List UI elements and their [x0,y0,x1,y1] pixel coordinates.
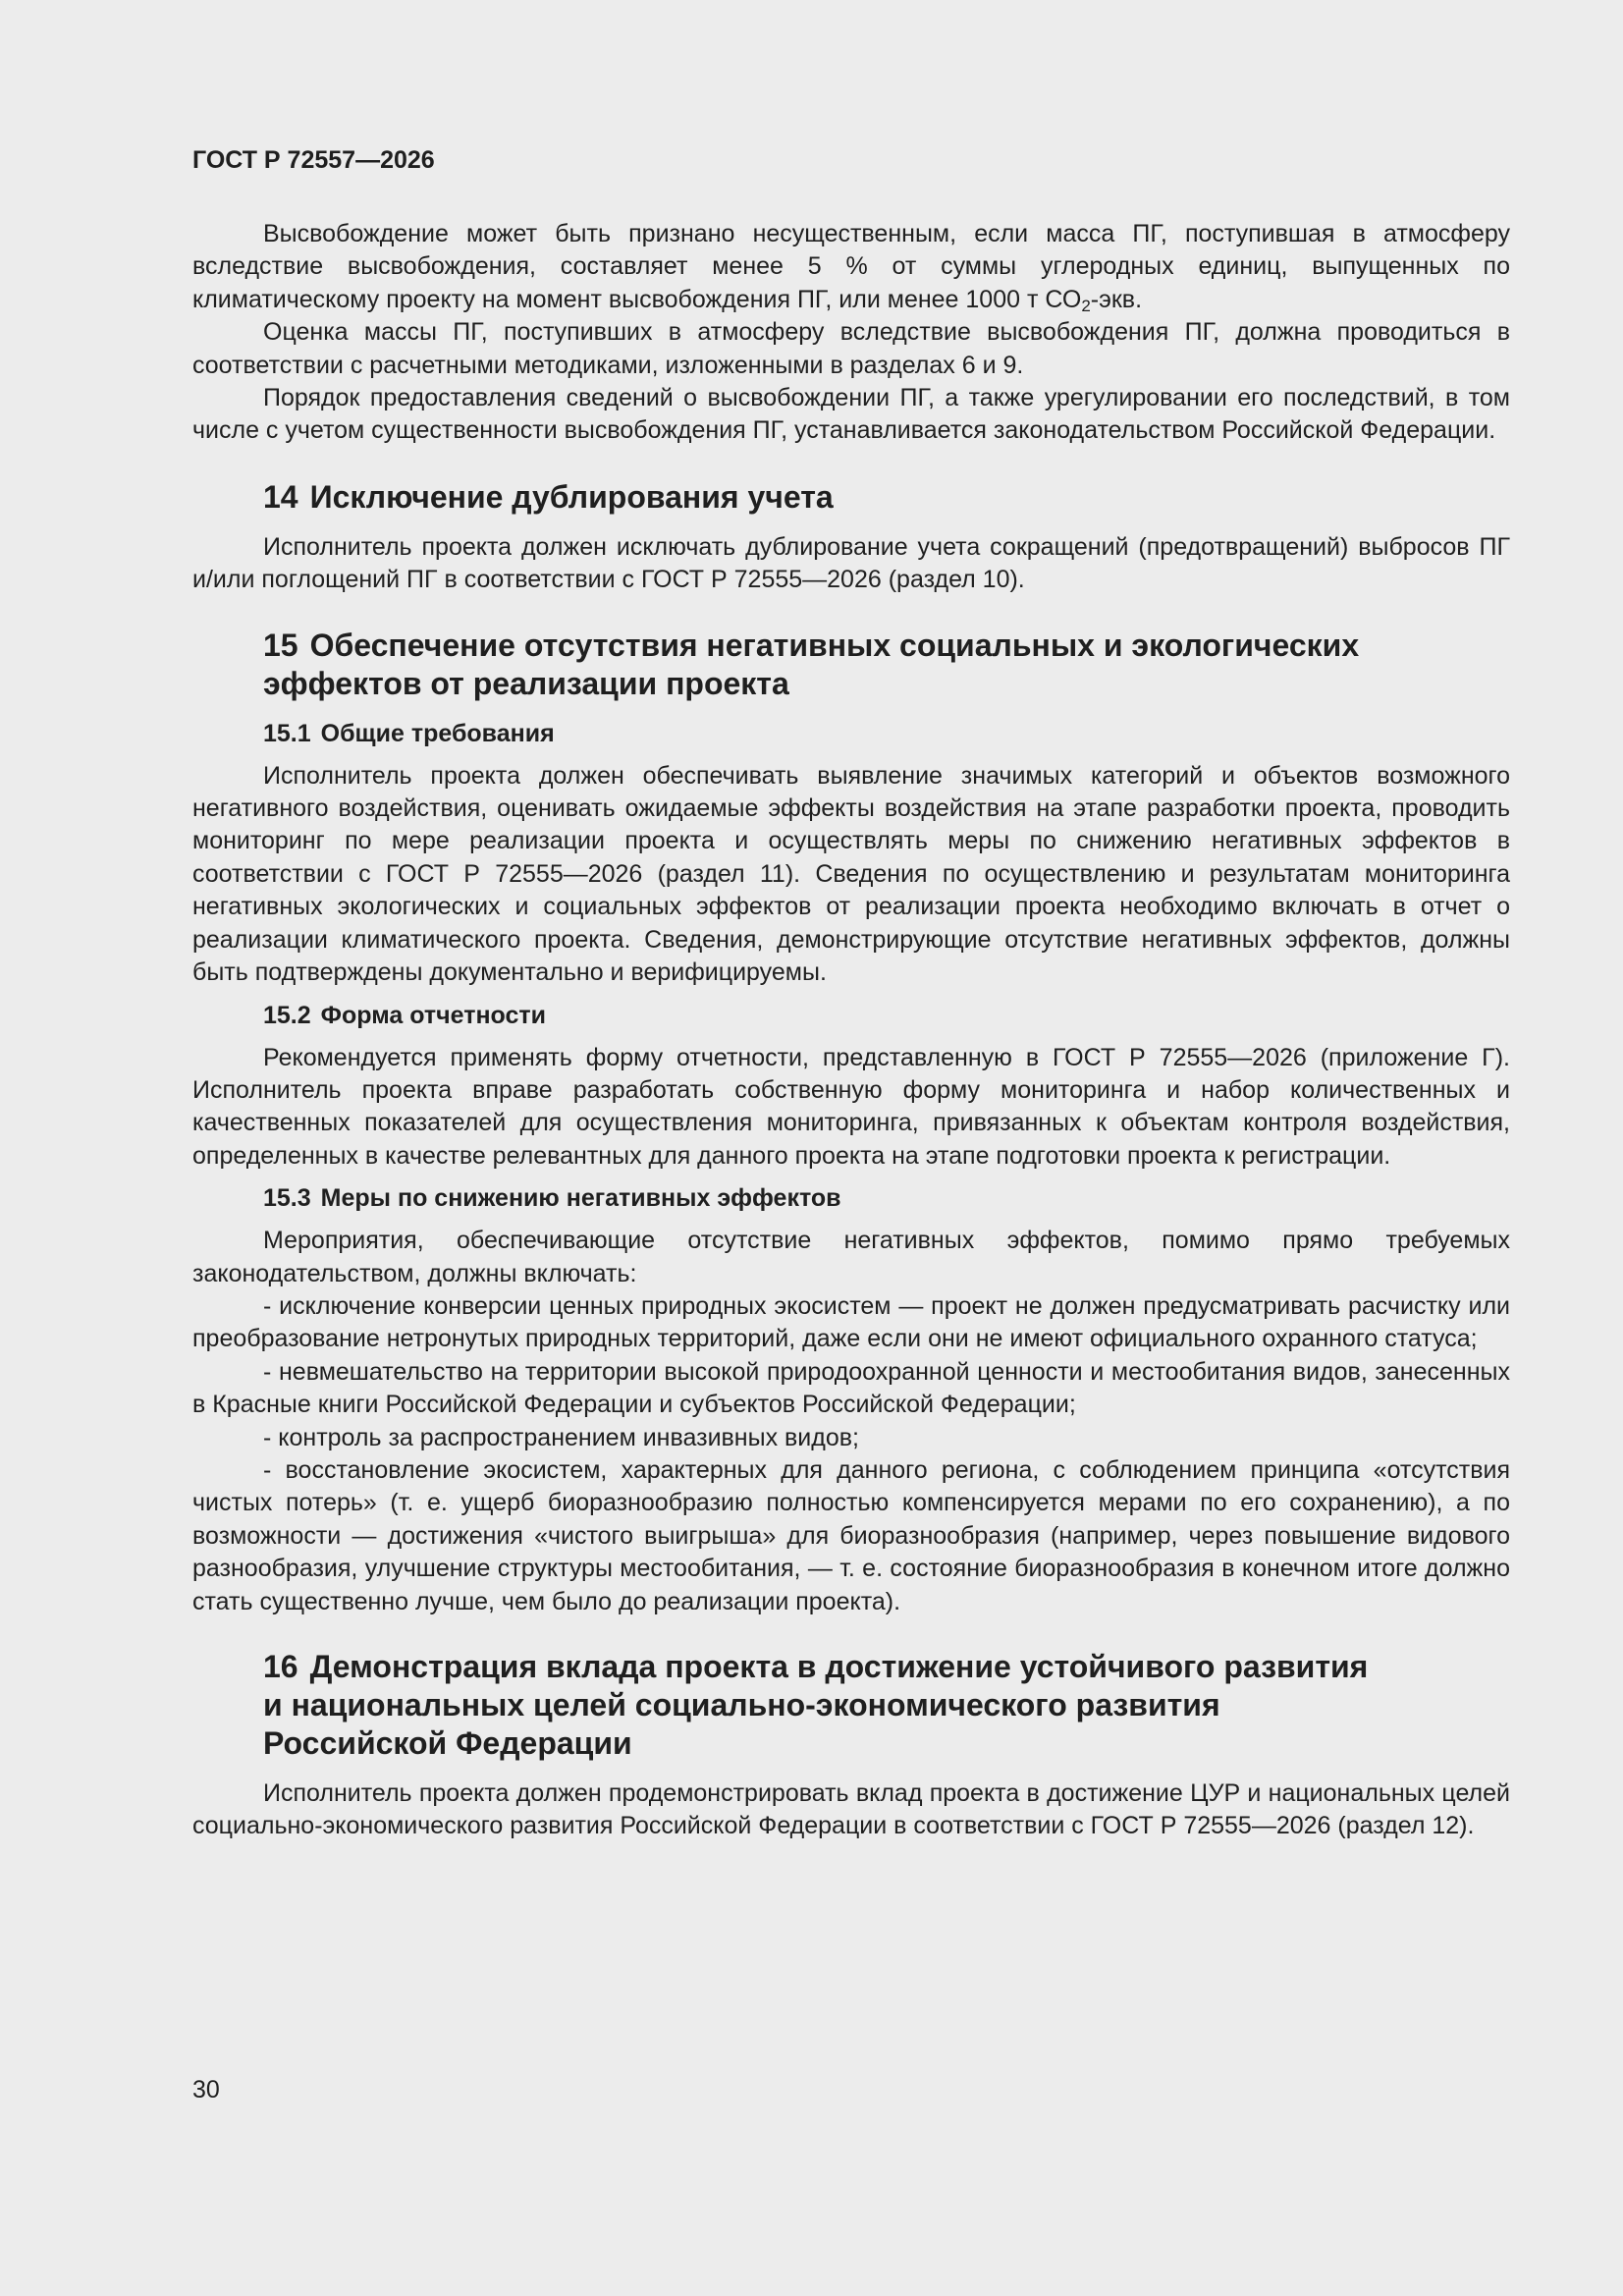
section-title: Российской Федерации [263,1725,632,1761]
document-header: ГОСТ Р 72557—2026 [192,146,435,174]
paragraph-text: -экв. [1090,285,1143,313]
paragraph: Оценка массы ПГ, поступивших в атмосферу вследствие высвобождения ПГ, должна проводиться в соответствии с расчетными методиками, изложенными в разделах 6 и 9. [192,318,1510,379]
section-title: и национальных целей социально-экономического развития [263,1687,1220,1722]
subsection-number: 15.1 [263,719,311,747]
list-item: - контроль за распространением инвазивных видов; [263,1423,859,1451]
subsection-heading [192,1182,1510,1215]
list-item: - восстановление экосистем, характерных для данного региона, с соблюдением принципа «отсутствия чистых потерь» (т. е. ущерб биоразнообразию полностью компенсируется мерами по его сохранению), а по возможности — достижения «чистого выигрыша» для биоразнообразия (например, через повышение видового разнообразия, улучшение структуры местообитания, — т. е. состояние биоразнообразия в конечном итоге должно стать существенно лучше, чем было до реализации проекта). [192,1455,1510,1615]
section-title: эффектов от реализации проекта [263,665,789,701]
section-heading [192,627,1510,703]
section-heading [192,478,1510,517]
paragraph: Рекомендуется применять форму отчетности, представленную в ГОСТ Р 72555—2026 (приложение Г). Исполнитель проекта вправе разработать собственную форму мониторинга и набор количественных и качественных показателей для осуществления мониторинга, привязанных к объектам контроля воздействия, определенных в качестве релевантных для данного проекта на этапе подготовки проекта к регистрации. [192,1043,1510,1170]
subsection-heading [192,718,1510,750]
paragraph-text: Высвобождение может быть признано несущественным, если масса ПГ, поступившая в атмосферу вследствие высвобождения, составляет менее 5 % от суммы углеродных единиц, выпущенных по климатическому проекту на момент высвобождения ПГ, или менее 1000 т СО [192,220,1510,313]
section-title: Исключение дублирования учета [309,478,834,515]
paragraph: Исполнитель проекта должен обеспечивать выявление значимых категорий и объектов возможного негативного воздействия, оценивать ожидаемые эффекты воздействия на этапе разработки проекта, проводить мониторинг по мере реализации проекта и осуществлять меры по снижению негативных эффектов в соответствии с ГОСТ Р 72555—2026 (раздел 11). Сведения по осуществлению и результатам мониторинга негативных экологических и социальных эффектов от реализации проекта необходимо включать в отчет о реализации климатического проекта. Сведения, демонстрирующие отсутствие негативных эффектов, должны быть подтверждены документально и верифицируемы. [192,761,1510,987]
subsection-title: Форма отчетности [320,1001,547,1029]
section-number: 14 [263,478,298,515]
list-item: - исключение конверсии ценных природных экосистем — проект не должен предусматривать расчистку или преобразование нетронутых природных территорий, даже если они не имеют официального охранного статуса; [192,1291,1510,1353]
page-number: 30 [192,2076,220,2104]
paragraph: Мероприятия, обеспечивающие отсутствие негативных эффектов, помимо прямо требуемых законодательством, должны включать: [192,1227,1510,1287]
paragraph [192,218,1510,316]
subsection-number: 15.2 [263,1001,311,1029]
subsection-title: Общие требования [320,719,555,747]
subsection-number: 15.3 [263,1184,311,1213]
section-number: 15 [263,627,298,663]
section-heading [192,1648,1510,1763]
document-page [192,145,1510,1843]
subsection-title: Меры по снижению негативных эффектов [320,1184,841,1213]
subscript: 2 [1081,296,1091,315]
section-title: Обеспечение отсутствия негативных социальных и экологических [309,627,1360,663]
list-item: - невмешательство на территории высокой природоохранной ценности и местообитания видов, занесенных в Красные книги Российской Федерации и субъектов Российской Федерации; [192,1357,1510,1419]
paragraph: Исполнитель проекта должен продемонстрировать вклад проекта в достижение ЦУР и национальных целей социально-экономического развития Российской Федерации в соответствии с ГОСТ Р 72555—2026 (раздел 12). [192,1779,1510,1840]
paragraph: Исполнитель проекта должен исключать дублирование учета сокращений (предотвращений) выбросов ПГ и/или поглощений ПГ в соответствии с ГОСТ Р 72555—2026 (раздел 10). [192,532,1510,594]
section-title: Демонстрация вклада проекта в достижение устойчивого развития [309,1649,1369,1684]
section-number: 16 [263,1649,298,1684]
subsection-heading [192,1000,1510,1032]
paragraph: Порядок предоставления сведений о высвобождении ПГ, а также урегулировании его последствий, в том числе с учетом существенности высвобождения ПГ, устанавливается законодательством Российской Федерации. [192,384,1510,445]
